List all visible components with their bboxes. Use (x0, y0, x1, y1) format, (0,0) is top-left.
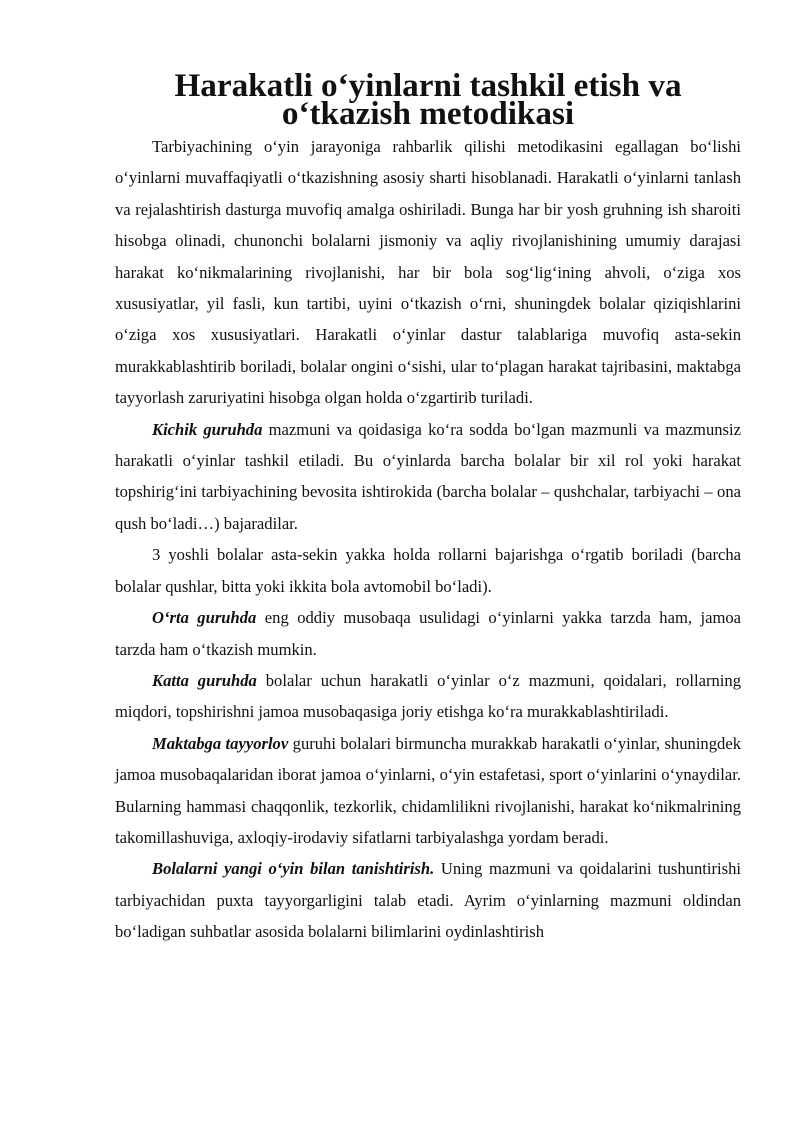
document-page (115, 67, 742, 948)
paragraph-3-yoshli (115, 539, 741, 602)
paragraph-term: Maktabga tayyorlov (152, 733, 289, 753)
paragraph-text: Tarbiyachining o‘yin jarayoniga rahbarlik qilishi metodikasini egallagan bo‘lishi o‘yinlarni muvaffaqiyatli o‘tkazishning asosiy sharti hisoblanadi. Harakatli o‘yinlarni tanlash va rejalashtirish dasturga muvofiq amalga oshiriladi. Bunga har bir yosh gruhning ish sharoiti hisobga olinadi, chunonchi bolalarni jismoniy va aqliy rivojlanishining umumiy darajasi harakat ko‘nikmalarining rivojlanishi, har bir bola sog‘lig‘ining ahvoli, o‘ziga xos xususiyatlar, yil fasli, kun tartibi, uyini o‘tkazish o‘rni, shuningdek bolalar qiziqishlarini o‘ziga xos xususiyatlari. Harakatli o‘yinlar dastur talablariga muvofiq asta-sekin murakkablashtirib boriladi, bolalar ongini o‘sishi, ular to‘plagan harakat tajribasini, maktabga tayyorlash zaruriyatini hisobga olgan holda o‘zgartirib turiladi. (115, 137, 741, 408)
paragraph-term: Katta guruhda (152, 670, 257, 690)
paragraph-text: mazmuni va qoidasiga ko‘ra sodda bo‘lgan mazmunli va mazmunsiz harakatli o‘yinlar tashkil etiladi. Bu o‘yinlarda barcha bolalar bir xil rol yoki harakat topshirig‘ini tarbiyachining bevosita ishtirokida (barcha bolalar – qushchalar, tarbiyachi – ona qush bo‘ladi…) bajaradilar. (115, 419, 741, 533)
paragraph-kichik-guruh (115, 414, 741, 540)
paragraph-maktabga-tayyorlov (115, 728, 741, 854)
paragraph-katta-guruh (115, 665, 741, 728)
paragraph-term: Kichik guruhda (152, 419, 263, 439)
paragraph-intro (115, 131, 741, 414)
paragraph-text: Uning mazmuni va qoidalarini tushuntirishi tarbiyachidan puxta tayyorgarligini talab etadi. Ayrim o‘yinlarning mazmuni oldindan bo‘ladigan suhbatlar asosida bolalarni bilimlarini oydinlashtirish (115, 859, 742, 942)
paragraph-text: eng oddiy musobaqa usulidagi o‘yinlarni yakka tarzda ham, jamoa tarzda ham o‘tkazish mumkin. (115, 608, 742, 659)
paragraph-orta-guruh (115, 602, 741, 665)
paragraph-term: O‘rta guruhda (152, 608, 257, 628)
document-title: Harakatli o‘yinlarni tashkil etish va o‘tkazish metodikasi (174, 67, 682, 132)
paragraph-text: 3 yoshli bolalar asta-sekin yakka holda rollarni bajarishga o‘rgatib boriladi (barcha bolalar qushlar, bitta yoki ikkita bola avtomobil bo‘ladi). (115, 545, 741, 596)
paragraph-term: Bolalarni yangi o‘yin bilan tanishtirish. (152, 859, 435, 879)
paragraph-text: bolalar uchun harakatli o‘yinlar o‘z mazmuni, qoidalari, rollarning miqdori, topshirishni jamoa musobaqasiga joriy etishga ko‘ra murakkablashtiriladi. (115, 670, 741, 722)
paragraph-yangi-oyin (115, 853, 741, 947)
paragraph-text: guruhi bolalari birmuncha murakkab harakatli o‘yinlar, shuningdek jamoa musobaqalaridan iborat jamoa o‘yinlarni, o‘yin estafetasi, sport o‘yinlarini o‘ynaydilar. Bularning hammasi chaqqonlik, tezkorlik, chidamlilikni rivojlanishi, harakat ko‘nikmalrining takomillashuviga, axloqiy-irodaviy sifatlarni tarbiyalashga yordam beradi. (115, 733, 741, 847)
